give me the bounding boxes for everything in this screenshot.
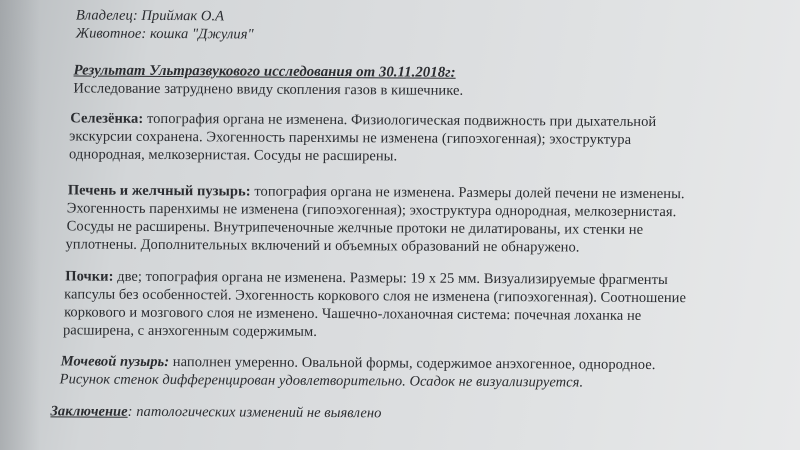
spleen-line-1-text: топография органа не изменена. Физиологическая подвижность при дыхательной	[146, 110, 657, 131]
liver-heading: Печень и желчный пузырь:	[67, 182, 251, 200]
bladder-heading: Мочевой пузырь:	[60, 353, 170, 371]
paper-edge-shadow	[0, 0, 40, 450]
liver-line-1-text: топография органа не изменена. Размеры долей печени не изменены.	[254, 183, 685, 203]
spleen-line-3: однородная, мелкозернистая. Сосуды не расширены.	[69, 146, 398, 165]
animal-line: Животное: кошка "Джулия"	[75, 25, 254, 43]
liver-line-2: Эхогенность паренхимы не изменена (гипоэхогенная); эхоструктура однородная, мелкозернистая.	[66, 200, 677, 221]
liver-line-3: Сосуды не расширены. Внутрипеченочные желчные протоки не дилатированы, их стенки не	[66, 218, 644, 238]
kidneys-line-1-text: две; топография органа не изменена. Размеры: 19 х 25 мм. Визуализируемые фрагменты	[117, 268, 668, 289]
liver-line-4: уплотнены. Дополнительных включений и объемных образований не обнаружено.	[65, 236, 580, 256]
bladder-line-2: Рисунок стенок дифференцирован удовлетворительно. Осадок не визуализируется.	[59, 371, 584, 391]
kidneys-heading: Почки:	[65, 268, 114, 285]
conclusion-heading: Заключение	[50, 403, 128, 420]
kidneys-line-3: коркового и мозгового слоя не изменено. Чашечно-лоханочная система: почечная лоханка не	[64, 304, 642, 324]
kidneys-line-4: расширена, с анэхогенным содержимым.	[62, 322, 317, 340]
bladder-line-1	[61, 353, 656, 374]
conclusion-line	[50, 403, 381, 422]
kidneys-line-2: капсулы без особенностей. Эхогенность коркового слоя не изменена (гипоэхогенная). Соотношение	[64, 286, 687, 307]
spleen-line-2: экскурсии сохранена. Эхогенность паренхимы не изменена (гипоэхогенная); эхоструктура	[69, 128, 632, 148]
conclusion-text: : патологических изменений не выявлено	[127, 403, 382, 422]
bladder-line-1-text: наполнен умеренно. Овальной формы, содержимое анэхогенное, однородное.	[172, 354, 656, 374]
spleen-heading: Селезёнка:	[70, 110, 144, 127]
owner-line: Владелец: Приймак О.А	[75, 7, 225, 25]
result-title: Результат Ультразвукового исследования от 30.11.2018г:	[73, 62, 456, 81]
result-note: Исследование затруднено ввиду скопления газов в кишечнике.	[73, 80, 464, 99]
